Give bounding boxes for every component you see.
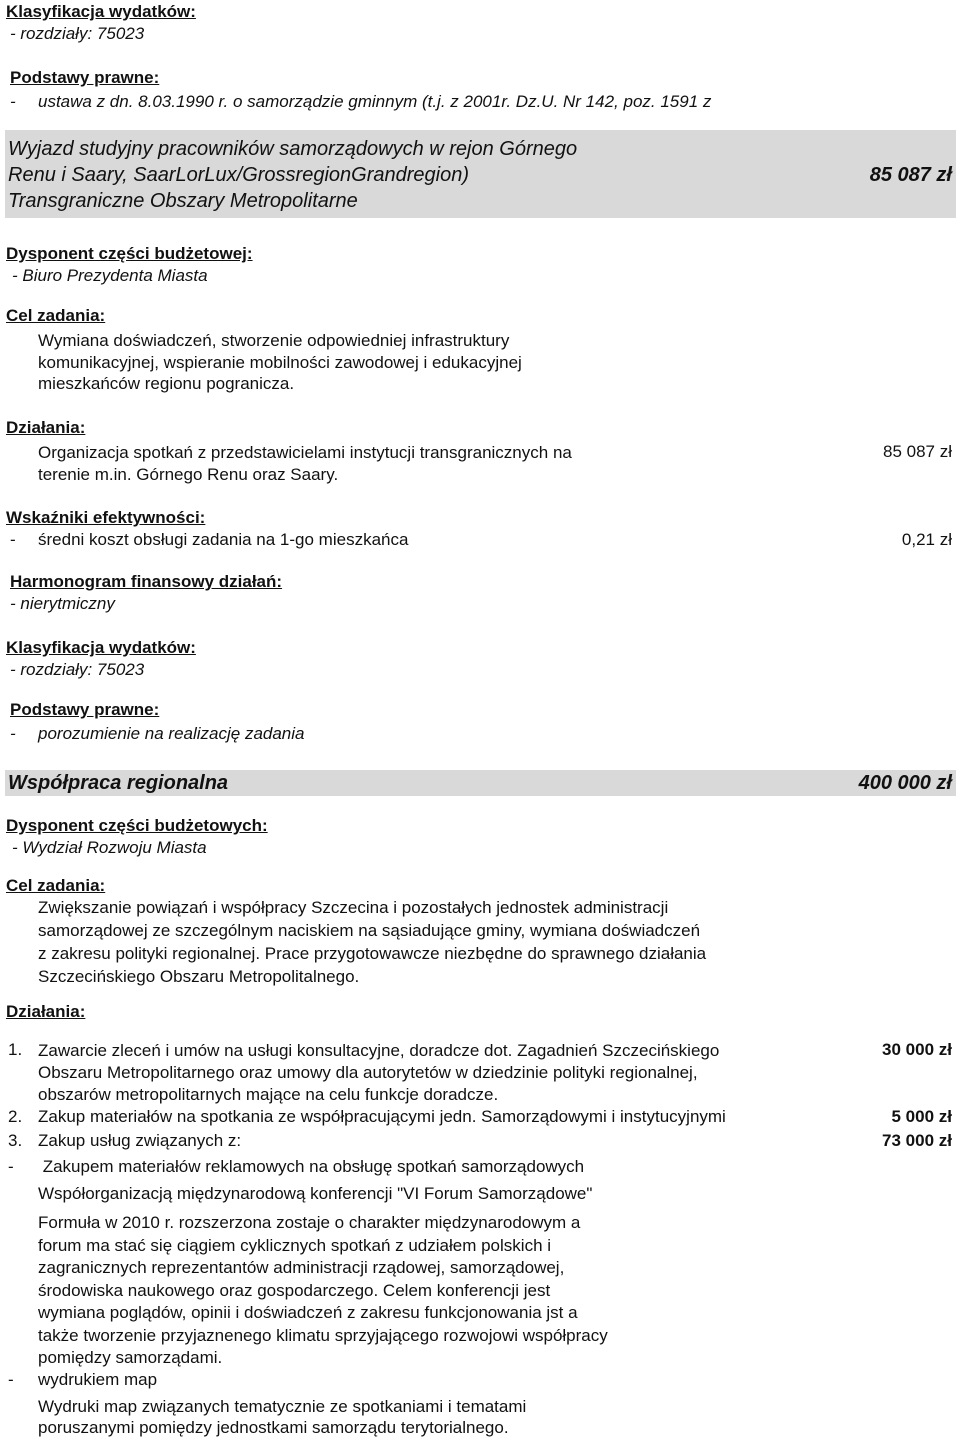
task2-cel-line: z zakresu polityki regionalnej. Prace przygotowawcze niezbędne do sprawnego działania (38, 944, 707, 963)
task1-cel-line: komunikacyjnej, wspieranie mobilności zawodowej i edukacyjnej (38, 352, 522, 372)
task2-cel-line: Szczecińskiego Obszaru Metropolitalnego. (38, 967, 360, 986)
wskaznik-dash: - (10, 530, 16, 549)
forum-line: także tworzenie przyjaznenego klimatu sprzyjającego rozwojowi współpracy (38, 1325, 608, 1345)
task1-podstawy-value: porozumienie na realizację zadania (38, 724, 305, 743)
forum-line: pomiędzy samorządami. (38, 1348, 223, 1367)
item1-line: Zawarcie zleceń i umów na usługi konsultacyjne, doradcze dot. Zagadnień Szczecińskiego (38, 1041, 720, 1060)
forum-text (38, 1212, 608, 1370)
task1-podstawy-heading: Podstawy prawne: (10, 700, 160, 719)
sub1-dash: - (8, 1157, 14, 1176)
task1-dzialania-amount: 85 087 zł (883, 442, 952, 461)
task1-dzialania-heading: Działania: (6, 418, 86, 437)
forum-line: Formuła w 2010 r. rozszerzona zostaje o charakter międzynarodowym a (38, 1213, 581, 1232)
task2-cel-heading: Cel zadania: (6, 876, 106, 895)
item2-text: Zakup materiałów na spotkania ze współpracującymi jedn. Samorządowymi i instytucyjnymi (38, 1107, 726, 1126)
task1-dysponent-heading: Dysponent części budżetowej: (6, 244, 253, 263)
task1-cel-text (38, 330, 522, 395)
item1-text (38, 1040, 719, 1106)
map-line: Wydruki map związanych tematycznie ze spotkaniami i tematami (38, 1397, 527, 1416)
item1-line: obszarów metropolitarnych mające na celu funkcje doradcze. (38, 1085, 499, 1104)
item2-number: 2. (8, 1107, 23, 1126)
item1-amount: 30 000 zł (882, 1040, 952, 1059)
podstawy-dash: - (10, 92, 16, 111)
sub2-dash: - (8, 1370, 14, 1389)
task1-title (8, 136, 577, 214)
wskaznik-text: średni koszt obsługi zadania na 1-go mieszkańca (38, 530, 409, 549)
task2-dysponent-value: - Wydział Rozwoju Miasta (12, 838, 207, 857)
task1-cel-line: mieszkańców regionu pogranicza. (38, 374, 295, 393)
item1-number: 1. (8, 1040, 23, 1059)
task1-title-line: Renu i Saary, SaarLorLux/GrossregionGrandregion) (8, 164, 469, 186)
forum-line: zagranicznych reprezentantów administracji rządowej, samorządowej, (38, 1258, 565, 1277)
sub2-text: wydrukiem map (38, 1370, 158, 1389)
task1-dzialania-line: terenie m.in. Górnego Renu oraz Saary. (38, 465, 339, 484)
rozdzialy-value: - rozdziały: 75023 (10, 24, 145, 43)
item3-text: Zakup usług związanych z: (38, 1131, 242, 1150)
sub1-text: Zakupem materiałów reklamowych na obsługę spotkań samorządowych (38, 1157, 585, 1176)
task1-dysponent-value: - Biuro Prezydenta Miasta (12, 266, 208, 285)
task1-cel-line: Wymiana doświadczeń, stworzenie odpowiedniej infrastruktury (38, 331, 510, 350)
task1-dzialania-line: Organizacja spotkań z przedstawicielami instytucji transgranicznych na (38, 443, 572, 462)
item3-number: 3. (8, 1131, 23, 1150)
task1-cel-heading: Cel zadania: (6, 306, 106, 325)
task1-title-line: Wyjazd studyjny pracowników samorządowych w rejon Górnego (8, 138, 578, 160)
task2-dzialania-heading: Działania: (6, 1002, 86, 1021)
task1-wskazniki-heading: Wskaźniki efektywności: (6, 508, 206, 527)
klasyfikacja-heading: Klasyfikacja wydatków: (6, 2, 196, 21)
wskaznik-value: 0,21 zł (901, 530, 952, 549)
forum-line: forum ma stać się ciągiem cyklicznych spotkań z udziałem polskich i (38, 1235, 552, 1255)
forum-line: wymiana poglądów, opinii i doświadczeń z zakresu funkcjonowania jst a (38, 1303, 578, 1322)
task1-rozdzialy-value: - rozdziały: 75023 (10, 660, 145, 679)
harmonogram-value: - nierytmiczny (10, 594, 115, 613)
task1-podstawy-dash: - (10, 724, 16, 743)
task2-cel-line: Zwiększanie powiązań i współpracy Szczecina i pozostałych jednostek administracji (38, 898, 669, 917)
forum-line: środowiska naukowego oraz gospodarczego. Celem konferencji jest (38, 1280, 551, 1300)
task1-klasyfikacja-heading: Klasyfikacja wydatków: (6, 638, 196, 657)
map-text (38, 1396, 526, 1438)
map-line: poruszanymi pomiędzy jednostkami samorządu terytorialnego. (38, 1418, 509, 1437)
podstawy-heading: Podstawy prawne: (10, 68, 160, 87)
task2-cel-line: samorządowej ze szczególnym naciskiem na sąsiadujące gminy, wymiana doświadczeń (38, 921, 701, 940)
task1-title-line: Transgraniczne Obszary Metropolitarne (8, 190, 358, 212)
task2-title: Współpraca regionalna (8, 772, 229, 794)
sub1-next: Współorganizacją międzynarodową konferencji "VI Forum Samorządowe" (38, 1184, 593, 1203)
task1-amount: 85 087 zł (869, 164, 952, 186)
task2-dysponent-heading: Dysponent części budżetowych: (6, 816, 268, 835)
task2-amount: 400 000 zł (858, 772, 952, 794)
harmonogram-heading: Harmonogram finansowy działań: (10, 572, 283, 591)
item2-amount: 5 000 zł (891, 1107, 952, 1126)
item1-line: Obszaru Metropolitarnego oraz umowy dla autorytetów w dziedzinie polityki regionalnej, (38, 1063, 698, 1082)
podstawy-value: ustawa z dn. 8.03.1990 r. o samorządzie gminnym (t.j. z 2001r. Dz.U. Nr 142, poz. 1591 z (38, 92, 712, 111)
task2-cel-text (38, 896, 706, 988)
item3-amount: 73 000 zł (882, 1131, 952, 1150)
task1-dzialania-text (38, 442, 572, 486)
